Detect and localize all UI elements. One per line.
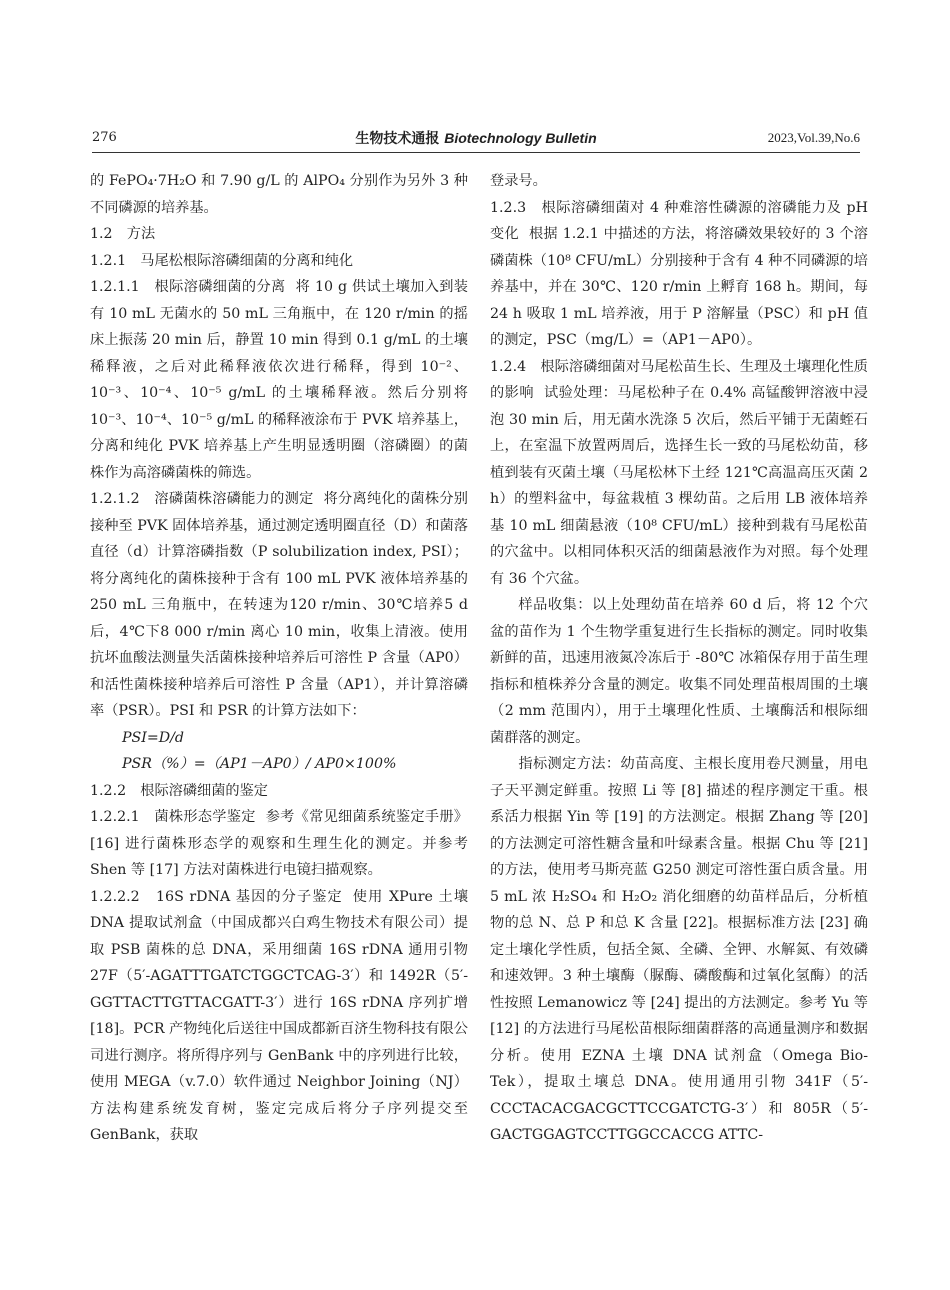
paragraph: 指标测定方法：幼苗高度、主根长度用卷尺测量，用电子天平测定鲜重。按照 Li 等 [8] 描述的程序测定干重。根系活力根据 Yin 等 [19] 的方法测定。根据 Zhang 等 [20] 的方法测定可溶性糖含量和叶绿素含量。根据 Chu 等 [21] 的方法，使用考马斯亮蓝 G250 测定可溶性蛋白质含量。用 5 mL 浓 H₂SO₄ 和 H₂O₂ 消化细磨的幼苗样品后，分析植物的总 N、总 P 和总 K 含量 [22]。根据标准方法 [23] 确定土壤化学性质，包括全氮、全磷、全钾、水解氮、有效磷和速效钾。3 种土壤酶（脲酶、磷酸酶和过氧化氢酶）的活性按照 Lemanowicz 等 [24] 提出的方法测定。参考 Yu 等 [12] 的方法进行马尾松苗根际细菌群落的高通量测序和数据分析。使用 EZNA 土壤 DNA 试剂盒（Omega Bio-Tek），提取土壤总 DNA。使用通用引物 341F（5′-CCCTACACGACGCTTCCGATCTG-3′）和 805R（5′-GACTGGAGTCCTTGGCCACCG ATTC- [490, 756, 868, 1143]
paragraph-text: 参考《常见细菌系统鉴定手册》[16] 进行菌株形态学的观察和生理生化的测定。并参考 Shen 等 [17] 方法对菌株进行电镜扫描观察。 [90, 809, 468, 878]
left-column [90, 168, 468, 1149]
paragraph-text: 使用 XPure 土壤 DNA 提取试剂盒（中国成都兴白鸡生物技术有限公司）提取 PSB 菌株的总 DNA，采用细菌 16S rDNA 通用引物 27F（5′-AGATTTGATCTGGCTCAG-3′）和 1492R（5′-GGTTACTTGTTACGATT-3′）进行 16S rDNA 序列扩增 [18]。PCR 产物纯化后送往中国成都新百济生物科技有限公司进行测序。将所得序列与 GenBank 中的序列进行比较，使用 MEGA（v.7.0）软件通过 Neighbor Joining（NJ）方法构建系统发育树，鉴定完成后将分子序列提交至 GenBank，获取 [90, 888, 469, 1143]
section-heading: 1.2.2.1 菌株形态学鉴定 [90, 809, 256, 825]
section-heading: 1.2 方法 [90, 226, 156, 242]
paragraph: 的 FePO₄·7H₂O 和 7.90 g/L 的 AlPO₄ 分别作为另外 3 种不同磷源的培养基。 [90, 173, 468, 216]
formula-psi: PSI=D/d [122, 729, 184, 746]
page-number: 276 [92, 130, 117, 145]
section-heading: 1.2.3 根际溶磷细菌对 4 种难溶性磷源的溶磷能力及 pH 变化 [490, 199, 868, 242]
journal-title [92, 128, 860, 148]
section-heading: 1.2.1.1 根际溶磷细菌的分离 [90, 279, 286, 295]
formula-psr: PSR（%）=（AP1－AP0）/ AP0×100% [122, 756, 397, 772]
journal-title-en: Biotechnology Bulletin [444, 130, 597, 146]
running-header [92, 126, 860, 153]
section-heading: 1.2.2 根际溶磷细菌的鉴定 [90, 782, 268, 799]
section-heading: 1.2.1.2 溶磷菌株溶磷能力的测定 [90, 491, 314, 507]
paragraph-text: 根据 1.2.1 中描述的方法，将溶磷效果较好的 3 个溶磷菌株（10⁸ CFU/mL）分别接种于含有 4 种不同磷源的培养基中，并在 30℃、120 r/min 上孵育 168 h。期间，每 24 h 吸取 1 mL 培养液，用于 P 溶解量（PSC）和 pH 值的测定，PSC（mg/L）=（AP1－AP0）。 [490, 226, 868, 348]
paragraph [90, 884, 468, 1149]
issue-info: 2023,Vol.39,No.6 [767, 130, 860, 145]
paragraph-text: 将分离纯化的菌株分别接种至 PVK 固体培养基，通过测定透明圈直径（D）和菌落直径（d）计算溶磷指数（P solubilization index, PSI）；将分离纯化的菌株接种于含有 100 mL PVK 液体培养基的 250 mL 三角瓶中，在转速为120 r/min、30℃培养5 d后，4℃下8 000 r/min 离心 10 min，收集上清液。使用抗坏血酸法测量失活菌株接种培养后可溶性 P 含量（AP0）和活性菌株接种培养后可溶性 P 含量（AP1），并计算溶磷率（PSR）。PSI 和 PSR 的计算方法如下： [90, 491, 468, 719]
right-column [490, 168, 868, 1149]
section-heading: 1.2.2.2 16S rDNA 基因的分子鉴定 [90, 888, 343, 905]
paragraph-text: 将 10 g 供试土壤加入到装有 10 mL 无菌水的 50 mL 三角瓶中，在 120 r/min 的摇床上振荡 20 min 后，静置 10 min 得到 0.1 g/mL 的土壤稀释液，之后对此稀释液依次进行稀释，得到 10⁻²、10⁻³、10⁻⁴、10⁻⁵ g/mL 的土壤稀释液。然后分别将 10⁻³、10⁻⁴、10⁻⁵ g/mL 的稀释液涂布于 PVK 培养基上，分离和纯化 PVK 培养基上产生明显透明圈（溶磷圈）的菌株作为高溶磷菌株的筛选。 [90, 279, 468, 481]
section-heading: 1.2.4 根际溶磷细菌对马尾松苗生长、生理及土壤理化性质的影响 [490, 358, 868, 401]
paragraph [490, 354, 868, 593]
journal-title-cn: 生物技术通报 [355, 131, 440, 147]
paragraph-text: 试验处理：马尾松种子在 0.4% 高锰酸钾溶液中浸泡 30 min 后，用无菌水洗涤 5 次后，然后平铺于无菌蛭石上，在室温下放置两周后，选择生长一致的马尾松幼苗，移植到装有灭菌土壤（马尾松林下土经 121℃高温高压灭菌 2 h）的塑料盆中，每盆栽植 3 棵幼苗。之后用 LB 液体培养基 10 mL 细菌悬液（10⁸ CFU/mL）接种到栽有马尾松苗的穴盆中。以相同体积灭活的细菌悬液作为对照。每个处理有 36 个穴盆。 [490, 385, 868, 587]
paragraph [90, 274, 468, 486]
paragraph [490, 195, 868, 354]
section-heading: 1.2.1 马尾松根际溶磷细菌的分离和纯化 [90, 252, 354, 269]
paragraph [90, 486, 468, 725]
paragraph: 登录号。 [490, 173, 547, 189]
paragraph: 样品收集：以上处理幼苗在培养 60 d 后，将 12 个穴盆的苗作为 1 个生物学重复进行生长指标的测定。同时收集新鲜的苗，迅速用液氮冷冻后于 -80℃ 冰箱保存用于苗生理指标和植株养分含量的测定。收集不同处理苗根周围的土壤（2 mm 范围内），用于土壤理化性质、土壤酶活和根际细菌群落的测定。 [490, 597, 868, 746]
paragraph [90, 804, 468, 884]
